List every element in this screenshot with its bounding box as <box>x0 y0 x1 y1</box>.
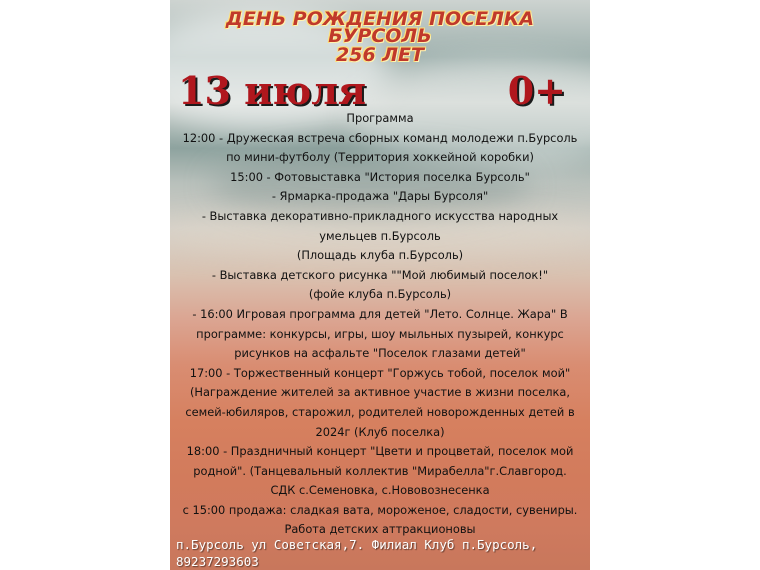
program-line: - Выставка детского рисунка ""Мой любимый поселок!" <box>211 267 549 282</box>
contact-phone: 89237293603 <box>176 554 259 569</box>
program-line: СДК с.Семеновка, с.Нововознесенка <box>270 483 490 498</box>
program-schedule <box>170 109 590 540</box>
program-heading: Программа <box>346 111 414 125</box>
event-date: 13 июля <box>178 68 367 113</box>
program-line: - Выставка декоративно-прикладного искусства народных <box>201 208 559 223</box>
venue-address: п.Бурсоль ул Советская,7. Филиал Клуб п.Бурсоль, <box>176 537 538 552</box>
program-line: 12:00 - Дружеская встреча сборных команд молодежи п.Бурсоль <box>182 130 578 145</box>
poster-title-line-1: ДЕНЬ РОЖДЕНИЯ ПОСЕЛКА <box>225 8 535 30</box>
program-line: с 15:00 продажа: сладкая вата, мороженое, сладости, сувениры. <box>182 502 578 517</box>
program-line: 17:00 - Торжественный концерт "Горжусь тобой, поселок мой" <box>189 365 571 380</box>
program-line: семей-юбиляров, старожил, родителей новорожденных детей в <box>185 404 575 419</box>
poster-title-line-2: БУРСОЛЬ <box>328 25 432 47</box>
program-line: - Ярмарка-продажа "Дары Бурсоля" <box>271 189 489 204</box>
program-line: - 16:00 Игровая программа для детей "Лето. Солнце. Жара" В <box>192 306 568 321</box>
program-line: родной". (Танцевальный коллектив "Мирабелла"г.Славгород. <box>193 463 567 478</box>
poster-title-line-3: 256 ЛЕТ <box>336 44 424 66</box>
event-poster <box>170 0 590 570</box>
program-line: (Награждение жителей за активное участие в жизни поселка, <box>189 385 571 400</box>
program-line: (Площадь клуба п.Бурсоль) <box>296 248 464 263</box>
program-line: умельцев п.Бурсоль <box>319 228 441 243</box>
program-line: Работа детских аттракционовы <box>284 522 476 537</box>
program-line: 15:00 - Фотовыставка "История поселка Бурсоль" <box>230 169 530 184</box>
program-line: 2024г (Клуб поселка) <box>315 424 445 439</box>
age-rating-badge: 0+ <box>507 68 566 113</box>
program-line: 18:00 - Праздничный концерт "Цвети и процветай, поселок мой <box>186 444 574 459</box>
program-line: (фойе клуба п.Бурсоль) <box>308 287 452 302</box>
program-line: программе: конкурсы, игры, шоу мыльных пузырей, конкурс <box>196 326 564 341</box>
venue-contact <box>176 536 537 570</box>
program-line: рисунков на асфальте "Поселок глазами детей" <box>234 346 526 361</box>
program-line: по мини-футболу (Территория хоккейной коробки) <box>226 150 534 165</box>
